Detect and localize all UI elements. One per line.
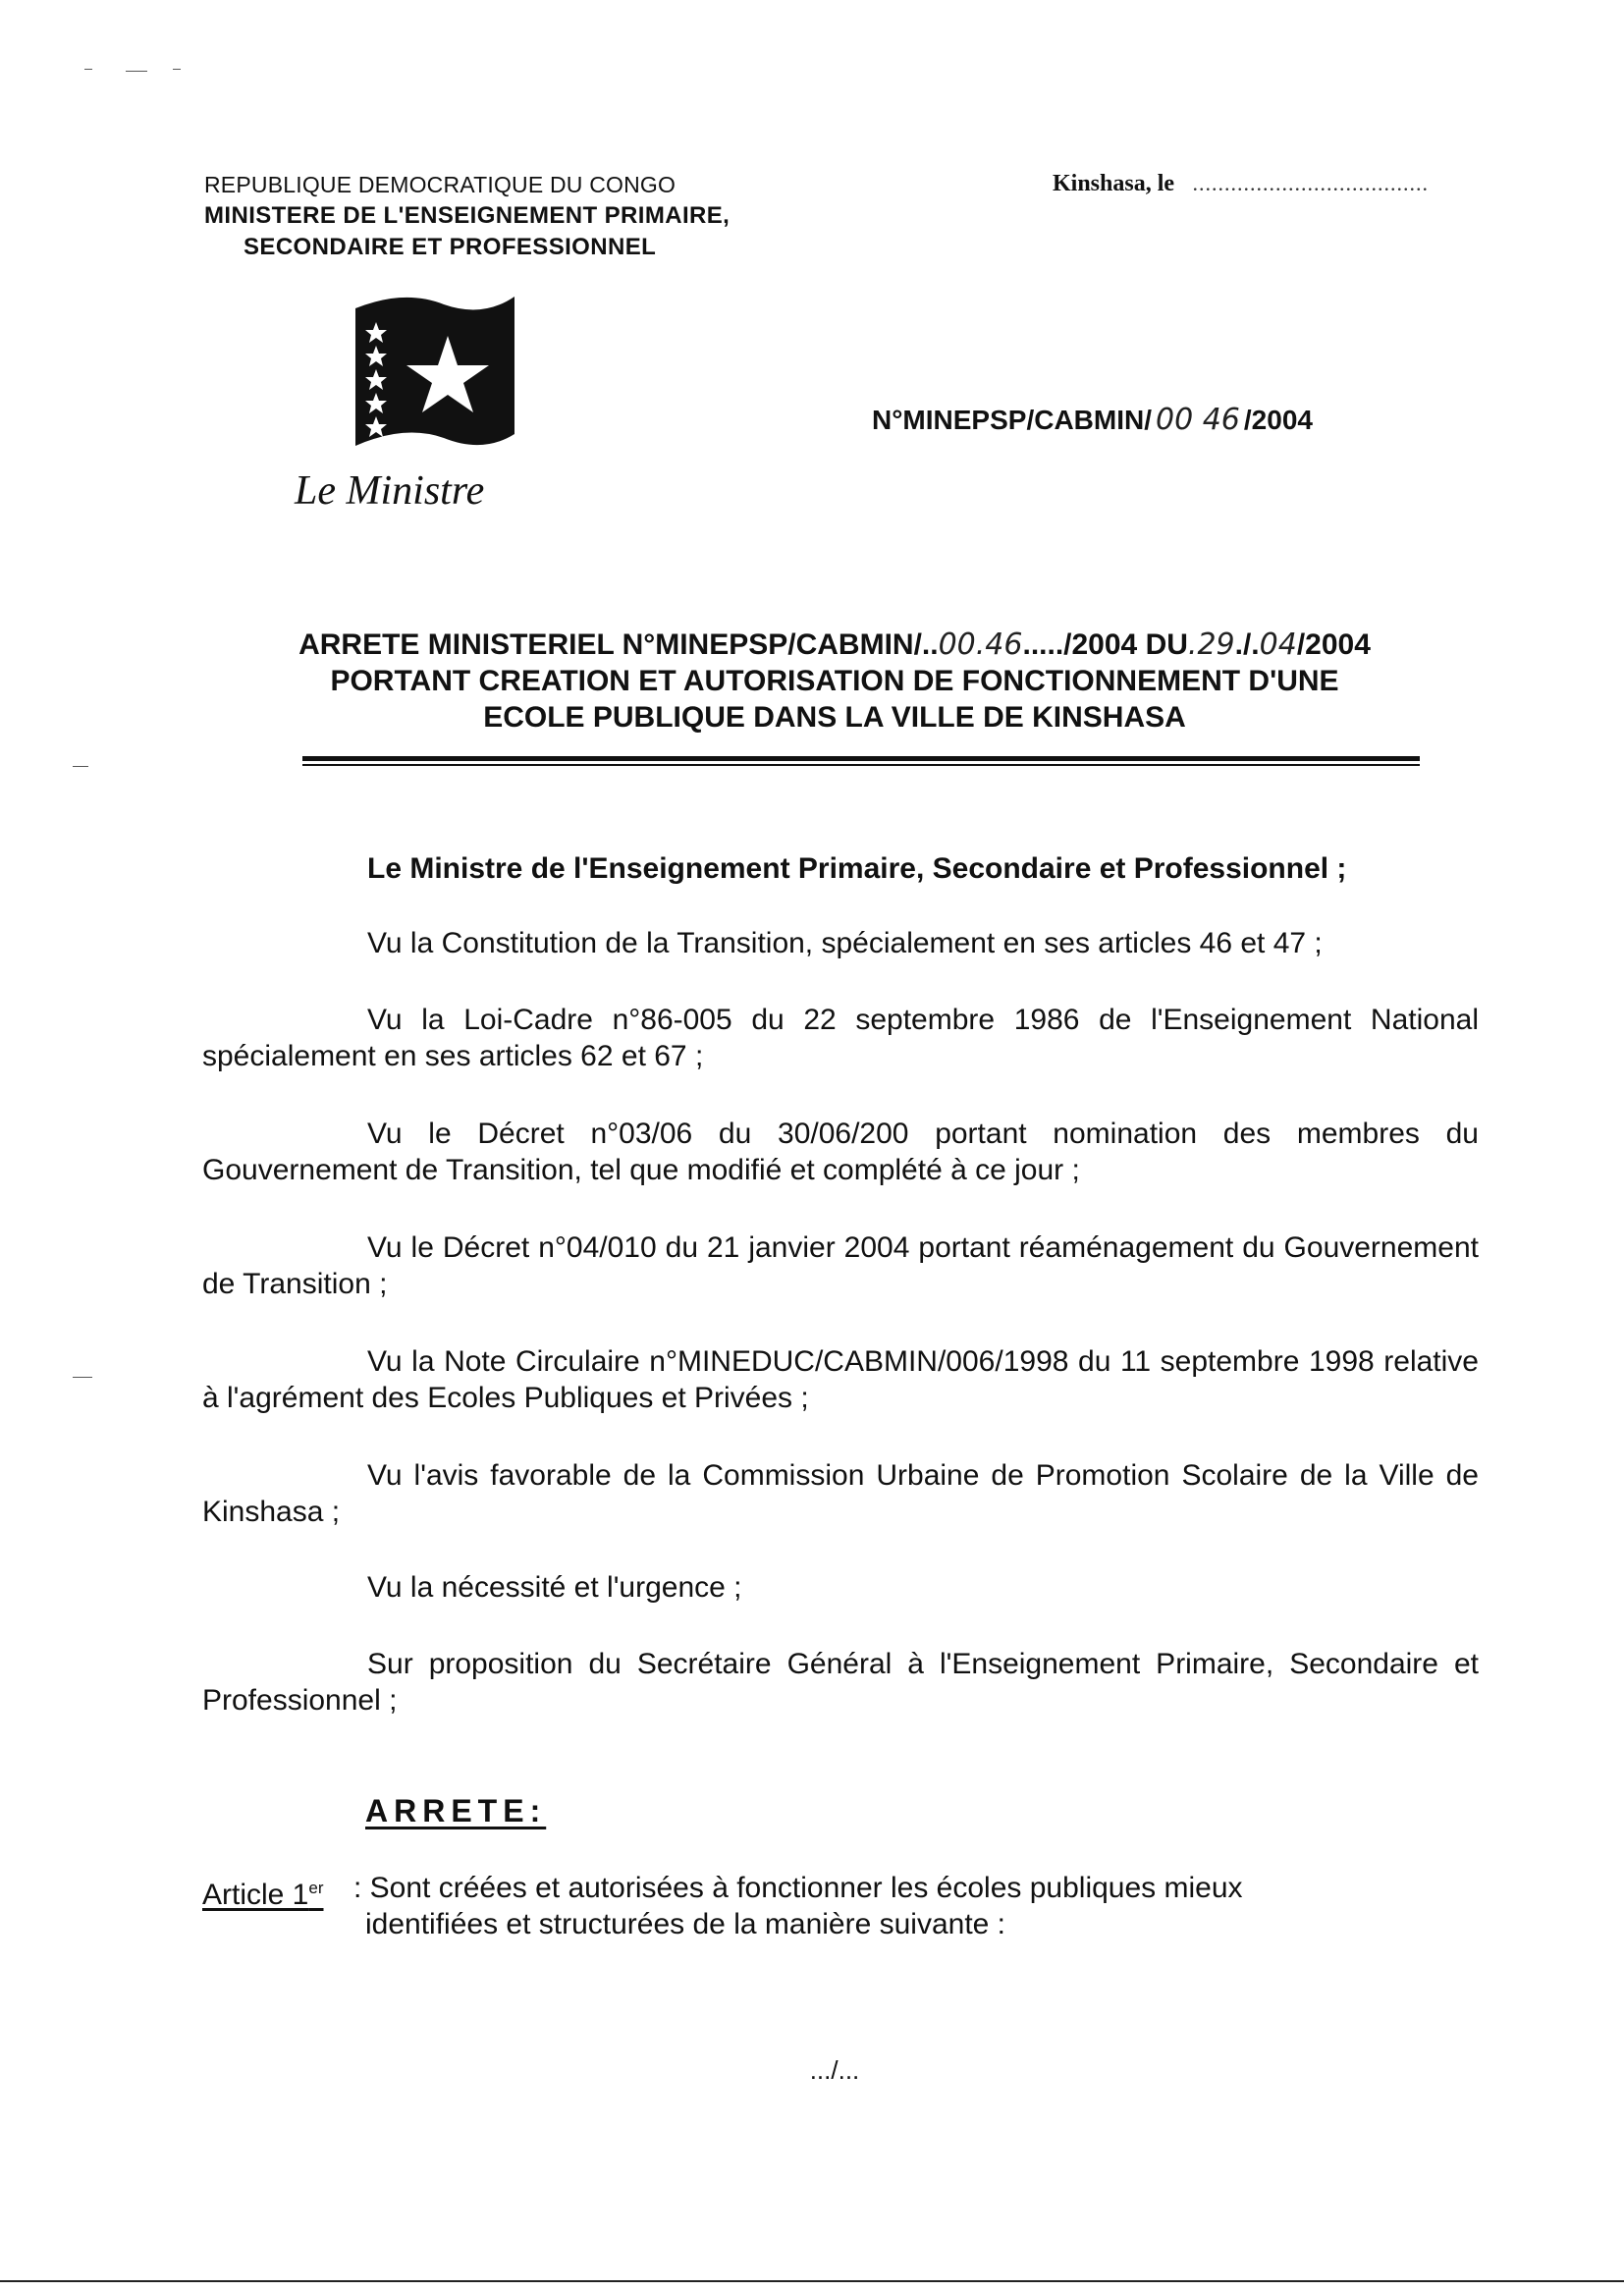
place-date xyxy=(1053,171,1429,197)
scan-mark xyxy=(126,71,147,72)
title-rule-thick xyxy=(302,756,1420,761)
article-1-text-line-1: : Sont créées et autorisées à fonctionner les écoles publiques mieux xyxy=(353,1872,1243,1904)
reference-number xyxy=(872,403,1313,437)
place-date-label: Kinshasa, le xyxy=(1053,171,1175,196)
title-line-2: PORTANT CREATION ET AUTORISATION DE FONCTIONNEMENT D'UNE xyxy=(330,665,1339,697)
article-1-superscript: er xyxy=(308,1879,324,1897)
page-continuation: .../... xyxy=(809,2055,860,2085)
consideration-constitution: Vu la Constitution de la Transition, spécialement en ses articles 46 et 47 ; xyxy=(367,927,1323,959)
consideration-urgence: Vu la nécessité et l'urgence ; xyxy=(367,1571,742,1604)
bottom-border xyxy=(0,2280,1624,2282)
title-rule-thin xyxy=(302,764,1420,766)
header-line-republic: REPUBLIQUE DEMOCRATIQUE DU CONGO xyxy=(204,172,677,197)
header-line-ministry: MINISTERE DE L'ENSEIGNEMENT PRIMAIRE, xyxy=(204,202,731,229)
lead-line: Le Ministre de l'Enseignement Primaire, Secondaire et Professionnel ; xyxy=(367,852,1347,885)
title-handwritten-month: 04 xyxy=(1259,628,1297,662)
scan-mark xyxy=(84,69,92,70)
consideration-note-circulaire: Vu la Note Circulaire n°MINEDUC/CABMIN/006/1998 du 11 septembre 1998 relative à l'agrément des Ecoles Publiques et Privées ; xyxy=(202,1345,1479,1414)
consideration-decret-04010: Vu le Décret n°04/010 du 21 janvier 2004 portant réaménagement du Gouvernement de Transition ; xyxy=(202,1231,1479,1300)
flag-emblem xyxy=(346,289,522,458)
title-line-1: ARRETE MINISTERIEL N°MINEPSP/CABMIN/..00.46...../2004 DU.29./.04/2004 xyxy=(298,628,1371,662)
reference-prefix: N°MINEPSP/CABMIN/ xyxy=(872,405,1152,435)
article-1-text xyxy=(353,1870,1479,1942)
minister-signature-title: Le Ministre xyxy=(295,468,485,514)
place-date-blank: ..................................... xyxy=(1192,171,1429,195)
scan-mark xyxy=(173,69,181,70)
scan-mark xyxy=(73,766,88,767)
title-line-3: ECOLE PUBLIQUE DANS LA VILLE DE KINSHASA xyxy=(483,701,1186,734)
reference-handwritten-number: 00 46 xyxy=(1156,403,1240,437)
article-1-label: Article 1er xyxy=(202,1879,324,1911)
consideration-decret-0306: Vu le Décret n°03/06 du 30/06/200 portant nomination des membres du Gouvernement de Transition, tel que modifié et complété à ce jour ; xyxy=(202,1118,1479,1186)
consideration-loi-cadre: Vu la Loi-Cadre n°86-005 du 22 septembre 1986 de l'Enseignement National spécialement en ses articles 62 et 67 ; xyxy=(202,1004,1479,1072)
scan-mark xyxy=(73,1377,92,1378)
header-line-sector: SECONDAIRE ET PROFESSIONNEL xyxy=(244,234,657,260)
title-handwritten-number: 00.46 xyxy=(938,628,1023,662)
arrete-heading: ARRETE: xyxy=(365,1793,547,1828)
ministry-header xyxy=(204,169,730,263)
title-handwritten-day: .29 xyxy=(1187,628,1235,662)
article-1-text-line-2: identifiées et structurées de la manière suivante : xyxy=(365,1908,1006,1940)
consideration-avis-commission: Vu l'avis favorable de la Commission Urbaine de Promotion Scolaire de la Ville de Kinshasa ; xyxy=(202,1459,1479,1528)
reference-suffix: /2004 xyxy=(1243,405,1313,435)
consideration-proposition: Sur proposition du Secrétaire Général à l'Enseignement Primaire, Secondaire et Professionnel ; xyxy=(202,1648,1479,1717)
decree-title xyxy=(196,627,1473,736)
